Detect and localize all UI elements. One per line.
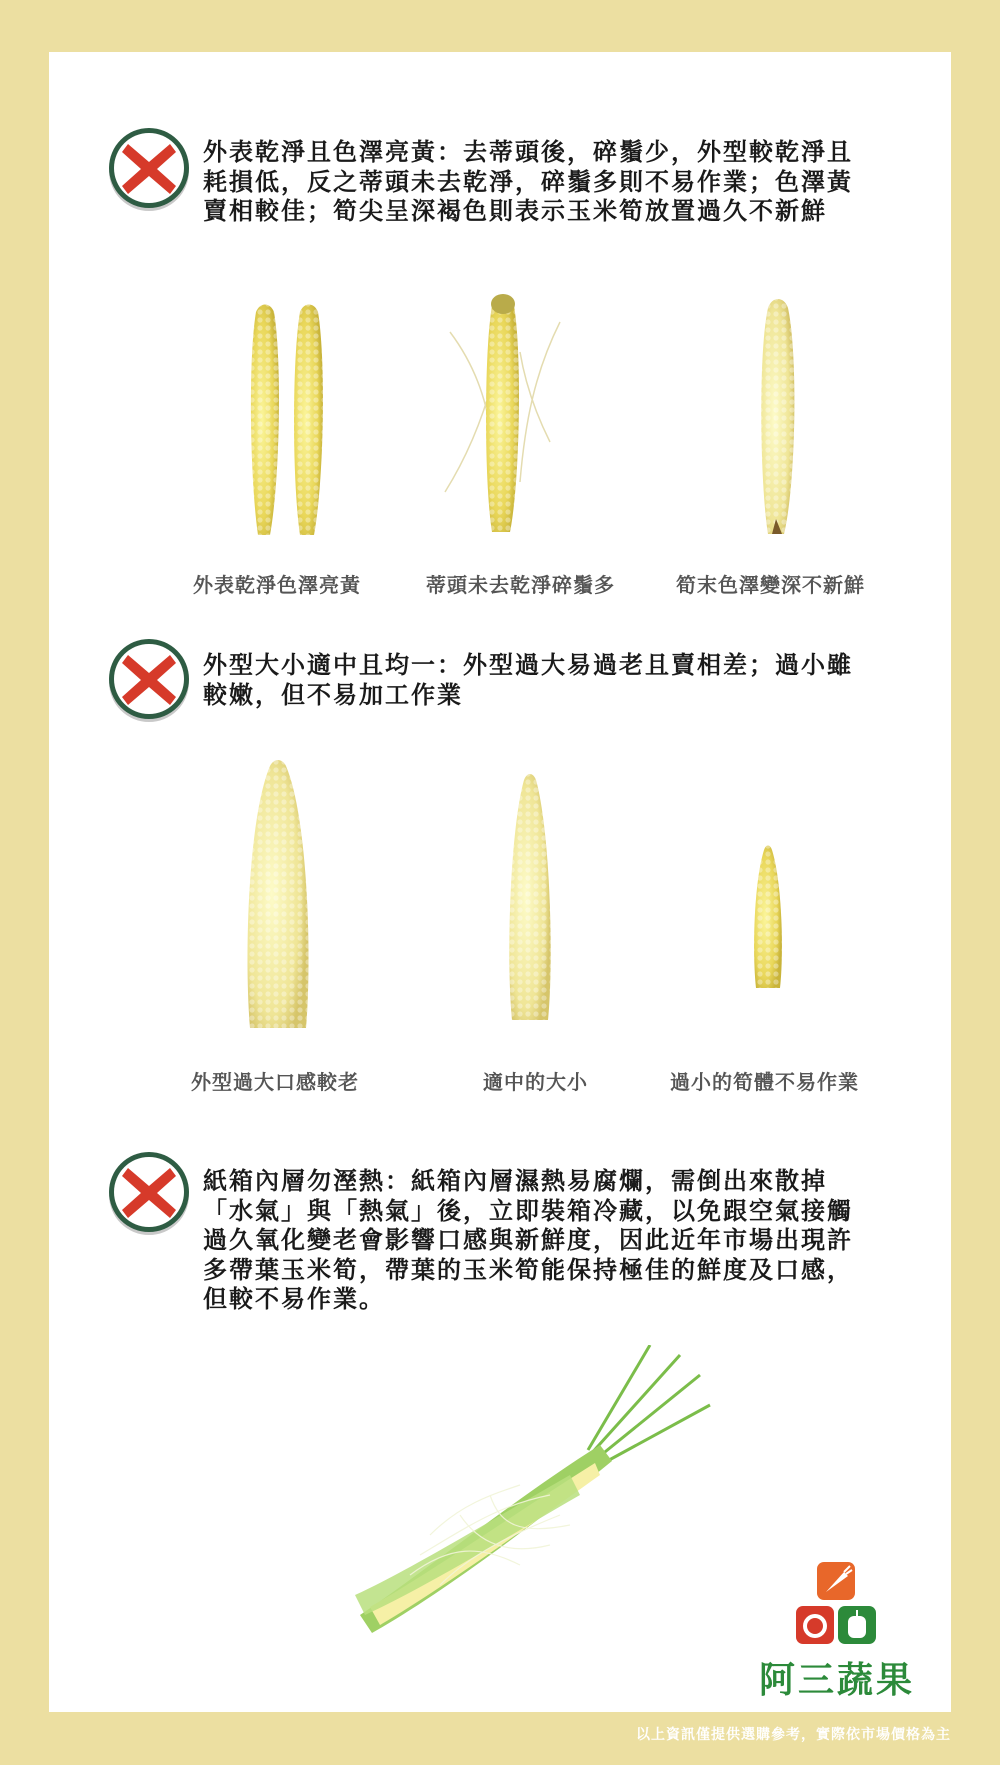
section-1-text: 外表乾淨且色澤亮黃：去蒂頭後，碎鬚少，外型較乾淨且耗損低，反之蒂頭未去乾淨，碎鬚多則不易作業；色澤黃賣相較佳；筍尖呈深褐色則表示玉米筍放置過久不新鮮 (203, 137, 853, 225)
caption-too-large: 外型過大口感較老 (191, 1070, 359, 1094)
corn-clean-image (240, 300, 340, 540)
section-3-text: 紙箱內層勿溼熱：紙箱內層濕熱易腐爛，需倒出來散掉「水氣」與「熱氣」後，立即裝箱冷藏，以免跟空氣接觸過久氧化變老會影響口感與新鮮度，因此近年市場出現許多帶葉玉米筍，帶葉的玉米筍能保持極佳的鮮度及口感，但較不易作業。 (203, 1166, 853, 1313)
x-mark-icon (106, 126, 192, 212)
caption-too-small: 過小的筍體不易作業 (670, 1070, 859, 1094)
caption-not-fresh: 筍末色澤變深不新鮮 (676, 573, 865, 597)
corn-silk-image (440, 292, 570, 542)
corn-medium-image (500, 770, 560, 1025)
corn-small-image (748, 842, 788, 992)
brand-logo (752, 1558, 922, 1701)
x-mark-icon (106, 637, 192, 723)
corn-large-image (240, 758, 320, 1033)
corn-leaves-image (350, 1345, 730, 1645)
section-2-text: 外型大小適中且均一：外型過大易過老且賣相差；過小雖較嫩，但不易加工作業 (203, 650, 853, 709)
caption-silk: 蒂頭未去乾淨碎鬚多 (426, 573, 615, 597)
caption-medium: 適中的大小 (483, 1070, 588, 1094)
footer-disclaimer: 以上資訊僅提供選購參考，實際依市場價格為主 (636, 1727, 951, 1743)
brand-name: 阿三蔬果 (758, 1660, 915, 1701)
corn-old-image (740, 294, 820, 539)
x-mark-icon (106, 1150, 192, 1236)
caption-clean-bright: 外表乾淨色澤亮黃 (193, 573, 361, 597)
